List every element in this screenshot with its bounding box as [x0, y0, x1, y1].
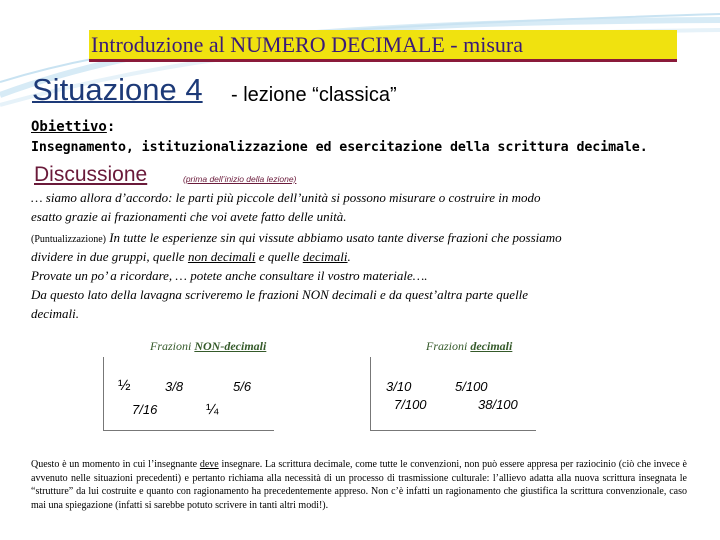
decimal-label: decimali	[470, 339, 513, 353]
bottom-note-a: Questo è un momento in cui l’insegnante	[31, 459, 200, 470]
decimali-term: decimali	[302, 249, 348, 264]
lesson-type: - lezione “classica”	[231, 84, 397, 106]
discussion-label-text: Discussione	[34, 163, 148, 186]
fraction-item: ¼	[206, 401, 219, 418]
non-decimal-label: NON-decimali	[194, 339, 267, 353]
paragraph-line-6: Da questo lato della lavagna scriveremo le frazioni NON decimali e da quest’altra parte quelle	[31, 287, 529, 302]
non-decimal-prefix: Frazioni	[150, 339, 195, 353]
objective-label	[31, 119, 115, 135]
line4-period: .	[347, 249, 351, 264]
objective-colon: :	[106, 119, 116, 135]
puntualizzazione-label: (Puntualizzazione)	[31, 234, 106, 245]
paragraph-line-4	[31, 249, 351, 265]
line4-part-c: e quelle	[255, 249, 303, 264]
objective-text: Insegnamento, istituzionalizzazione ed esercitazione della scrittura decimale.	[31, 140, 648, 155]
bottom-note-c: insegnare. La scrittura decimale, come tutte le convenzioni, non può essere appresa per raziocinio (ciò che invece è avvenuto nelle situazioni precedenti) e pertanto richiama alla necessità di un processo di trasmissione culturale: l’allievo adatta alla nuova scrittura insegnata le “strutture” da lui costruite e quanto con ragionamento ha precedentemente appreso. Non c’è infatti un ragionamento che giustifica la scrittura convenzionale, caso mai una spiegazione (infatti si sarebbe potuto scrivere in tanti altri modi!).	[31, 459, 687, 511]
fraction-item: 5/100	[455, 379, 488, 394]
paragraph-line-7: decimali.	[31, 306, 80, 321]
non-decimali-term: non decimali	[187, 249, 256, 264]
fraction-item: 3/8	[165, 379, 184, 394]
decimal-box	[370, 357, 536, 431]
discussion-note: (prima dell’inizio della lezione)	[183, 174, 297, 184]
fraction-item: ½	[118, 377, 131, 394]
fraction-item: 7/16	[132, 402, 158, 417]
paragraph-line-5: Provate un po’ a ricordare, … potete anche consultare il vostro materiale….	[31, 268, 428, 283]
situation-heading: Situazione 4	[32, 72, 203, 107]
fraction-item: 3/10	[386, 379, 412, 394]
non-decimal-heading	[150, 339, 266, 354]
paragraph-line-1: … siamo allora d’accordo: le parti più piccole dell’unità si possono misurare o costruire in modo	[31, 190, 541, 205]
discussion-label	[34, 163, 147, 187]
fraction-item: 7/100	[394, 397, 427, 412]
bottom-note-deve: deve	[199, 459, 219, 470]
non-decimal-box	[103, 357, 274, 431]
slide-title: Introduzione al NUMERO DECIMALE - misura	[91, 32, 523, 57]
line4-part-a: dividere in due gruppi, quelle	[31, 249, 188, 264]
decimal-prefix: Frazioni	[426, 339, 471, 353]
decimal-heading	[426, 339, 512, 354]
bottom-note	[31, 458, 687, 512]
paragraph-line-3-text: In tutte le esperienze sin qui vissute abbiamo usato tante diverse frazioni che possiamo	[105, 230, 562, 245]
paragraph-line-2: esatto grazie ai frazionamenti che voi avete fatto delle unità.	[31, 209, 347, 224]
fraction-item: 5/6	[233, 379, 252, 394]
fraction-item: 38/100	[478, 397, 518, 412]
objective-label-text: Obiettivo	[31, 119, 107, 135]
paragraph-line-3	[31, 230, 562, 246]
